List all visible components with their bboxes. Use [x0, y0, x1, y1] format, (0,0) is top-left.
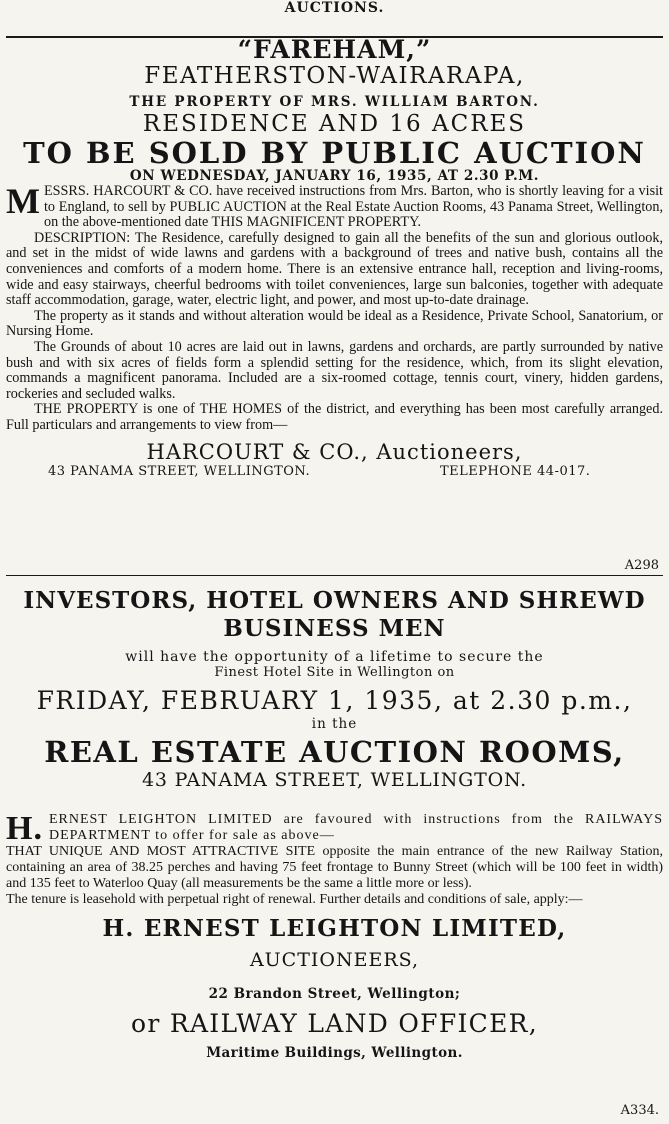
ad1-date: ON WEDNESDAY, JANUARY 16, 1935, AT 2.30 P.M. — [129, 168, 540, 184]
ad1-title: “FAREHAM,” — [237, 35, 432, 64]
ad1-telephone: TELEPHONE 44-017. — [440, 463, 591, 479]
ad1-intro-text: ESSRS. HARCOURT & CO. have received instructions from Mrs. Barton, who is shortly leaving for a visit to England, to sell by PUBLIC AUCTION at the Real Estate Auction Rooms, 43 Panama Street, Wellington, on the above-mentioned date THIS MAGNIFICENT PROPERTY. — [43, 183, 663, 231]
ad2-venue-address: 43 PANAMA STREET, WELLINGTON. — [141, 769, 528, 791]
ad2-paragraph-tenure: The tenure is leasehold with perpetual right of renewal. Further details and conditions of sale, apply:— — [6, 892, 583, 907]
ad1-paragraph-grounds: The Grounds of about 10 acres are laid out in lawns, gardens and orchards, are partly surrounded by native bush and with six acres of fields form a splendid setting for the residence, which, from its slight elevation, commands a magnificent panorama. Included are a six-roomed cottage, tennis court, vinery, hidden gardens, rockeries and secluded walks. — [6, 338, 663, 402]
ad2-line-1: will have the opportunity of a lifetime to secure the — [125, 649, 544, 665]
ad2-agent-address: 22 Brandon Street, Wellington; — [208, 986, 461, 1002]
ad2-date: FRIDAY, FEBRUARY 1, 1935, at 2.30 p.m., — [36, 686, 633, 715]
ad2-venue: REAL ESTATE AUCTION ROOMS, — [44, 735, 625, 769]
ad2-headline-2: BUSINESS MEN — [223, 615, 446, 642]
ad1-paragraph-property: THE PROPERTY is one of THE HOMES of the district, and everything has been most carefully arranged. Full particulars and arrangements to view from— — [6, 401, 663, 433]
ad2-alt-agent: or RAILWAY LAND OFFICER, — [130, 1009, 538, 1038]
ad1-subtitle: RESIDENCE AND 16 ACRES — [142, 111, 527, 137]
ad1-headline: TO BE SOLD BY PUBLIC AUCTION — [23, 136, 646, 170]
ad1-owner: THE PROPERTY OF MRS. WILLIAM BARTON. — [129, 94, 540, 110]
ad2-agent-role: AUCTIONEERS, — [249, 949, 420, 971]
ad1-address: 43 PANAMA STREET, WELLINGTON. — [48, 463, 311, 479]
ad2-in-the: in the — [311, 716, 358, 732]
ad2-headline-1: INVESTORS, HOTEL OWNERS AND SHREWD — [23, 587, 646, 614]
ad2-paragraph-site: THAT UNIQUE AND MOST ATTRACTIVE SITE opposite the main entrance of the new Railway Station, containing an area of 38.25 perches and having 75 feet frontage to Bunny Street (which will be 100 feet in width) and 135 feet to Waterloo Quay (all measurements be the same a little more or less). — [6, 844, 663, 891]
ad1-drop-cap: M — [6, 181, 40, 221]
ad2-body — [0, 812, 669, 908]
hotel-site-advertisement — [0, 587, 669, 1062]
ad1-contact-row — [0, 464, 669, 482]
ad2-alt-address: Maritime Buildings, Wellington. — [206, 1045, 463, 1061]
ad1-paragraph-usage: The property as it stands and without alteration would be ideal as a Residence, Private School, Sanatorium, or Nursing Home. — [6, 307, 663, 340]
ad2-paragraph-intro — [6, 810, 663, 847]
ad1-auctioneer: HARCOURT & CO., Auctioneers, — [146, 439, 523, 464]
ad1-body — [0, 181, 669, 434]
ad2-agent: H. ERNEST LEIGHTON LIMITED, — [102, 915, 567, 942]
fareham-advertisement — [0, 35, 669, 573]
ad1-paragraph-intro — [6, 181, 663, 231]
ad1-code: A298 — [624, 558, 659, 573]
middle-rule — [6, 575, 663, 576]
ad2-line-2: Finest Hotel Site in Wellington on — [214, 665, 455, 680]
ad2-code: A334. — [620, 1103, 659, 1118]
ad1-paragraph-description: DESCRIPTION: The Residence, carefully designed to gain all the benefits of the sun and glorious outlook, and set in the midst of wide lawns and gardens with a background of trees and native bush, contains all the conveniences and comforts of a modern home. There is an extensive entrance hall, reception and living-rooms, wide and easy stairways, cheerful bedrooms with toilet conveniences, large sun balconies, together with adequate staff accommodation, garage, water, electric light, and power, and most up-to-date drainage. — [6, 229, 663, 309]
section-heading: AUCTIONS. — [284, 0, 385, 16]
ad1-location: FEATHERSTON-WAIRARAPA, — [144, 63, 525, 89]
ad2-intro-text: ERNEST LEIGHTON LIMITED are favoured with instructions from the RAILWAYS DEPARTMENT to offer for sale as above— — [48, 812, 663, 843]
ad2-drop-cap: H. — [6, 810, 43, 847]
